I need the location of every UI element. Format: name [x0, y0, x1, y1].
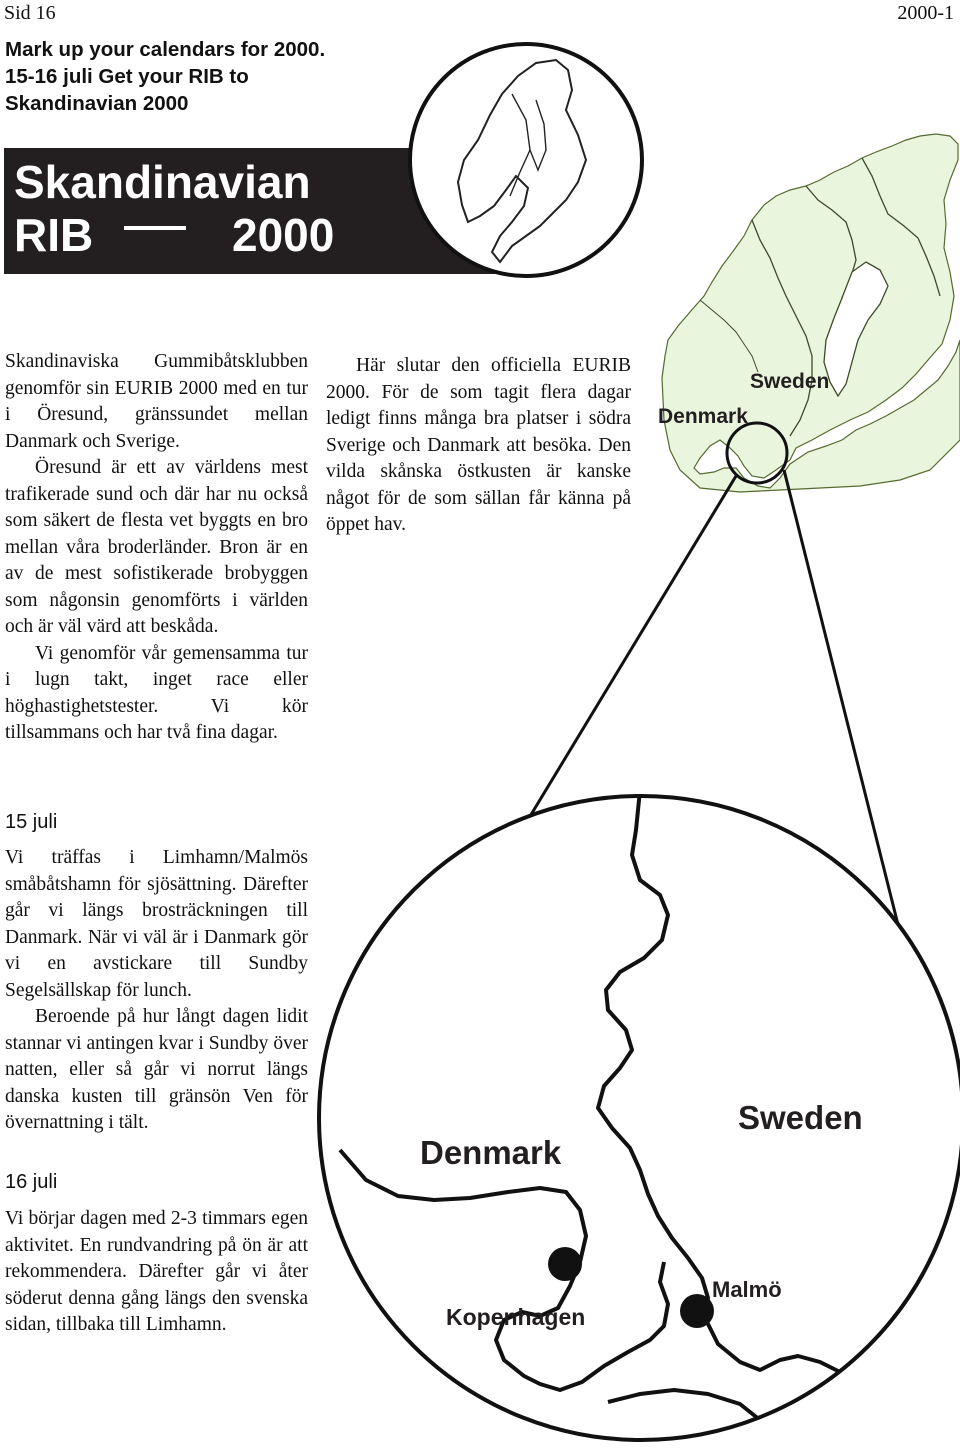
day1-text: [5, 845, 308, 1137]
title-word-rib: RIB: [14, 209, 94, 261]
day1-paragraph-2: Beroende på hur långt dagen lidit stannar vi antingen kvar i Sundby över natten, eller så går vi norrut längs danska kusten till gränsön Ven för övernattning i tält.: [5, 1006, 308, 1133]
city-marker-malmo: [680, 1294, 714, 1328]
title-line-1: Skandinavian: [14, 156, 311, 208]
city-label-kopenhagen: Kopenhagen: [446, 1304, 586, 1330]
day2-paragraph-1: Vi börjar dagen med 2-3 timmars egen aktivitet. En rundvandring på ön är att rekommendera. Därefter går vi åter söderut denna gång längs den svenska sidan, tillbaka till Limhamn.: [5, 1208, 308, 1335]
closing-paragraph: Här slutar den officiella EURIB 2000. För de som tagit flera dagar ledigt finns många bra platser i södra Sverige och Danmark att besöka. Den vilda skånska östkusten är kanske något för de som sällan får känna på öppet hav.: [326, 355, 631, 535]
city-label-malmo: Malmö: [712, 1277, 782, 1302]
page-number: Sid 16: [4, 2, 56, 24]
promo-line-1: Mark up your calendars for 2000.: [5, 38, 326, 61]
day1-heading: 15 juli: [5, 811, 58, 833]
intro-column: [5, 349, 308, 747]
detail-label-denmark: Denmark: [420, 1134, 562, 1171]
day2-heading: 16 juli: [5, 1171, 58, 1193]
map-label-sweden: Sweden: [750, 370, 830, 393]
closing-column: [326, 353, 631, 539]
detail-label-sweden: Sweden: [738, 1099, 863, 1136]
intro-paragraph-1: Skandinaviska Gummibåtsklubben genomför sin EURIB 2000 med en tur i Öresund, gränssundet mellan Danmark och Sverige.: [5, 351, 308, 452]
intro-paragraph-3: Vi genomför vår gemensamma tur i lugn takt, inget race eller höghastighetstester. Vi kör tillsammans och har två fina dagar.: [5, 642, 308, 743]
promo-line-3: Skandinavian 2000: [5, 92, 189, 115]
intro-paragraph-2: Öresund är ett av världens mest trafikerade sund och där har nu också som säkert de flesta vet byggts en bro mellan våra broderländer. Bron är en av de mest sofistikerade brobyggen som någonsin genomförts i världen och är väl värd att beskåda.: [5, 457, 308, 637]
scandinavia-map: [658, 134, 960, 492]
day2-text: [5, 1206, 308, 1339]
title-year: 2000: [232, 209, 335, 261]
map-label-denmark: Denmark: [658, 405, 748, 428]
city-marker-kopenhagen: [548, 1247, 582, 1281]
globe-map: [410, 44, 642, 276]
detail-map-background: [319, 796, 960, 1440]
scandinavia-land: [662, 134, 960, 492]
oresund-detail-map: [319, 790, 960, 1440]
day1-paragraph-1: Vi träffas i Limhamn/Malmös småbåtshamn för sjösättning. Därefter går vi längs brosträckningen till Danmark. När vi väl är i Danmark gör vi en avstickare till Sundby Segelsällskap för lunch.: [5, 847, 308, 1001]
promo-line-2: 15-16 juli Get your RIB to: [5, 65, 249, 88]
issue-number: 2000-1: [897, 2, 954, 24]
